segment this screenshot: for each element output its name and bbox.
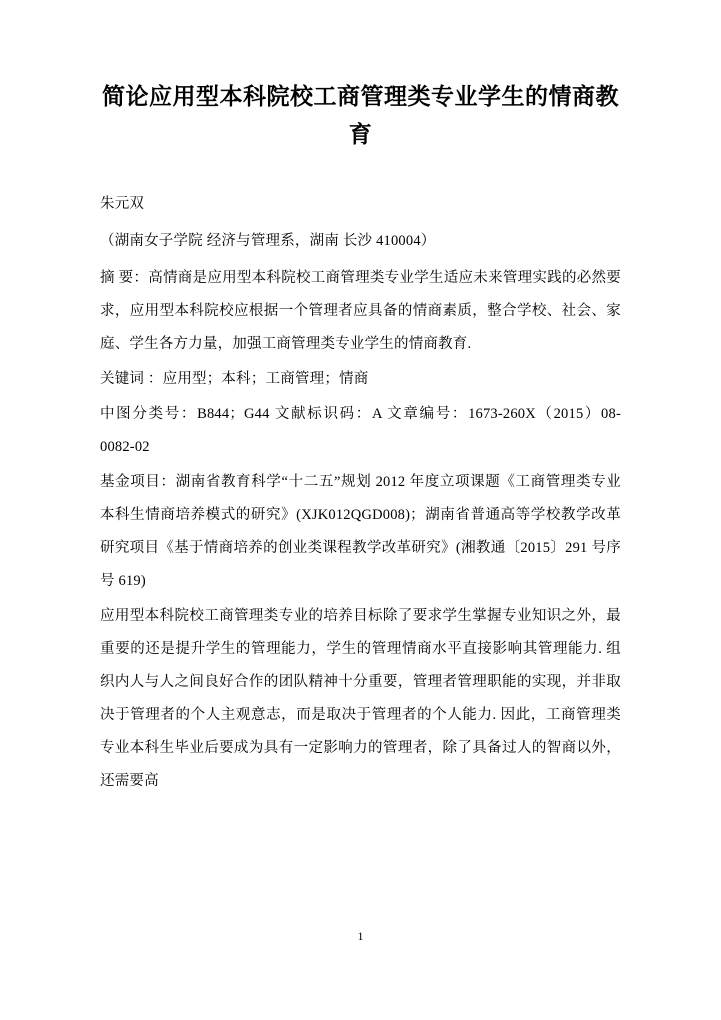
funding-note: 基金项目：湖南省教育科学“十二五”规划 2012 年度立项课题《工商管理类专业本科生情商培养模式的研究》(XJK012QGD008)；湖南省普通高等学校教学改革研究项目《基于情商培养的创业类课程教学改革研究》(湘教通〔2015〕291 号序号 619) <box>100 474 621 589</box>
abstract-paragraph: 摘 要：高情商是应用型本科院校工商管理类专业学生适应未来管理实践的必然要求，应用型本科院校应根据一个管理者应具备的情商素质，整合学校、社会、家庭、学生各方力量，加强工商管理类专业学生的情商教育. <box>100 270 621 352</box>
classification-line: 中图分类号：B844；G44 文献标识码：A 文章编号：1673-260X（2015）08-0082-02 <box>100 406 621 455</box>
keywords-line: 关键词 ：应用型；本科；工商管理；情商 <box>100 371 369 387</box>
author-affiliation: （湖南女子学院 经济与管理系，湖南 长沙 410004） <box>100 233 436 249</box>
page-number: 1 <box>357 929 364 943</box>
author-name: 朱元双 <box>100 196 145 212</box>
body-paragraph: 应用型本科院校工商管理类专业的培养目标除了要求学生掌握专业知识之外，最重要的还是提升学生的管理能力，学生的管理情商水平直接影响其管理能力. 组织内人与人之间良好合作的团队精神十分重要，管理者管理职能的实现，并非取决于管理者的个人主观意志，而是取决于管理者的个人能力. 因此，工商管理类专业本科生毕业后要成为具有一定影响力的管理者，除了具备过人的智商以外，还需要高 <box>100 608 621 789</box>
page-title: 简论应用型本科院校工商管理类专业学生的情商教育 <box>102 84 619 147</box>
